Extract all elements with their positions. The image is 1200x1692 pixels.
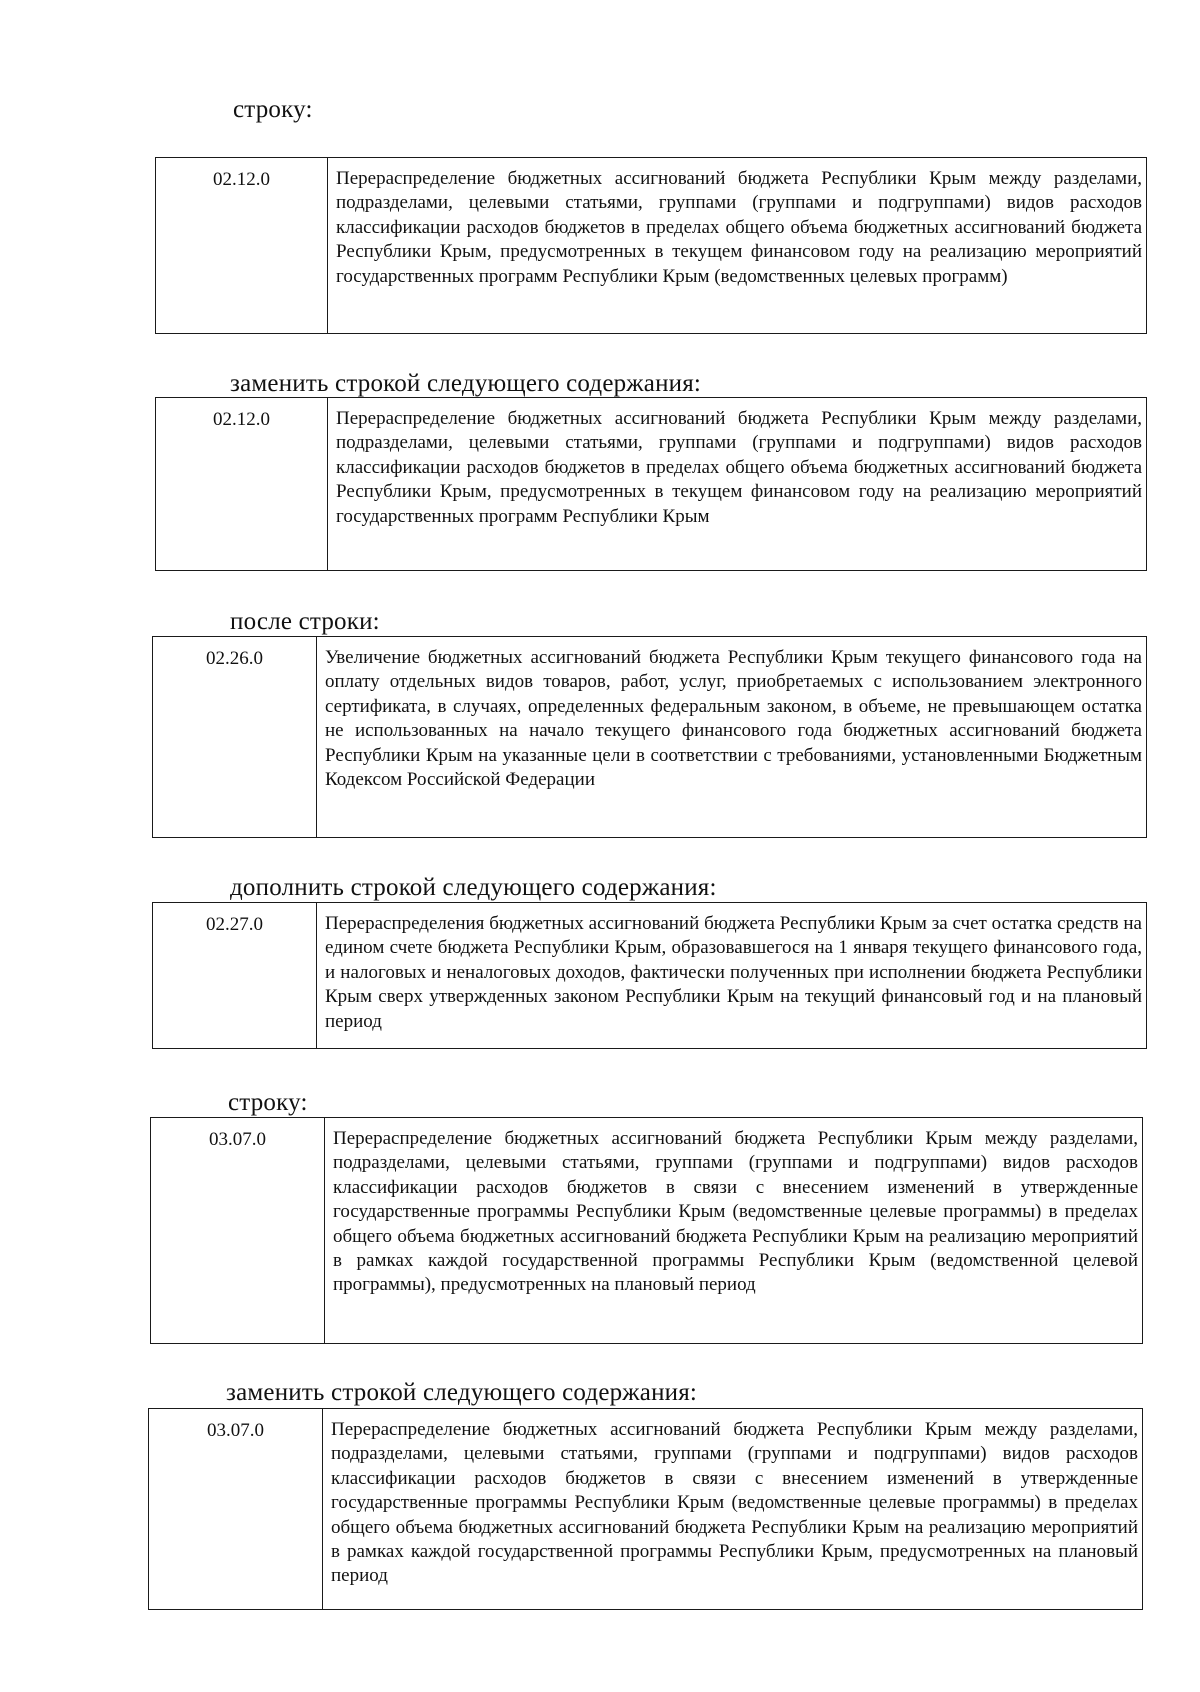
row-text-4: Перераспределения бюджетных ассигнований бюджета Республики Крым за счет остатка средств на едином счете бюджета Республики Крым, образовавшегося на 1 января текущего финансового года, и налоговых и неналоговых доходов, фактически полученных при исполнении бюджета Республики Крым сверх утвержденных законом Республики Крым на текущий финансовый год и на плановый период <box>325 913 1142 1032</box>
table-row-1 <box>155 157 1147 334</box>
table-row-3 <box>152 636 1147 838</box>
table-row-6 <box>148 1408 1143 1610</box>
lead-text-1: строку: <box>233 96 313 123</box>
row-code-3: 02.26.0 <box>153 637 317 837</box>
lead-text-4: дополнить строкой следующего содержания: <box>230 874 717 901</box>
row-code-6: 03.07.0 <box>149 1409 323 1609</box>
row-text-2: Перераспределение бюджетных ассигнований бюджета Республики Крым между разделами, подразделами, целевыми статьями, группами (группами и подгруппами) видов расходов классификации расходов бюджетов в пределах общего объема бюджетных ассигнований бюджета Республики Крым, предусмотренных в текущем финансовом году на реализацию мероприятий государственных программ Республики Крым <box>336 408 1142 527</box>
row-text-5: Перераспределение бюджетных ассигнований бюджета Республики Крым между разделами, подразделами, целевыми статьями, группами (группами и подгруппами) видов расходов классификации расходов бюджетов в связи с внесением изменений в утвержденные государственные программы Республики Крым (ведомственные целевые программы) в пределах общего объема бюджетных ассигнований бюджета Республики Крым на реализацию мероприятий в рамках каждой государственной программы Республики Крым (ведомственной целевой программы), предусмотренных на плановый период <box>333 1128 1138 1296</box>
row-code-2: 02.12.0 <box>156 398 328 570</box>
table-row-4 <box>152 902 1147 1049</box>
row-text-6: Перераспределение бюджетных ассигнований бюджета Республики Крым между разделами, подразделами, целевыми статьями, группами (группами и подгруппами) видов расходов классификации расходов бюджетов в связи с внесением изменений в утвержденные государственные программы Республики Крым (ведомственные целевые программы) в пределах общего объема бюджетных ассигнований бюджета Республики Крым на реализацию мероприятий в рамках каждой государственной программы Республики Крым, предусмотренных на плановый период <box>331 1419 1138 1587</box>
table-row-5 <box>150 1117 1143 1344</box>
row-code-1: 02.12.0 <box>156 158 328 333</box>
lead-text-2: заменить строкой следующего содержания: <box>230 370 702 397</box>
row-code-4: 02.27.0 <box>153 903 317 1048</box>
lead-text-5: строку: <box>228 1089 308 1116</box>
lead-text-3: после строки: <box>230 608 380 635</box>
row-text-3: Увеличение бюджетных ассигнований бюджета Республики Крым текущего финансового года на оплату отдельных видов товаров, работ, услуг, приобретаемых с использованием электронного сертификата, в случаях, определенных федеральным законом, в объеме, не превышающем остатка не использованных на начало текущего финансового года бюджетных ассигнований бюджета Республики Крым на указанные цели в соответствии с требованиями, установленными Бюджетным Кодексом Российской Федерации <box>325 647 1142 791</box>
table-row-2 <box>155 397 1147 571</box>
row-code-5: 03.07.0 <box>151 1118 325 1343</box>
row-text-1: Перераспределение бюджетных ассигнований бюджета Республики Крым между разделами, подразделами, целевыми статьями, группами (группами и подгруппами) видов расходов классификации расходов бюджетов в пределах общего объема бюджетных ассигнований бюджета Республики Крым, предусмотренных в текущем финансовом году на реализацию мероприятий государственных программ Республики Крым (ведомственных целевых программ) <box>336 168 1142 287</box>
lead-text-6: заменить строкой следующего содержания: <box>226 1379 698 1406</box>
